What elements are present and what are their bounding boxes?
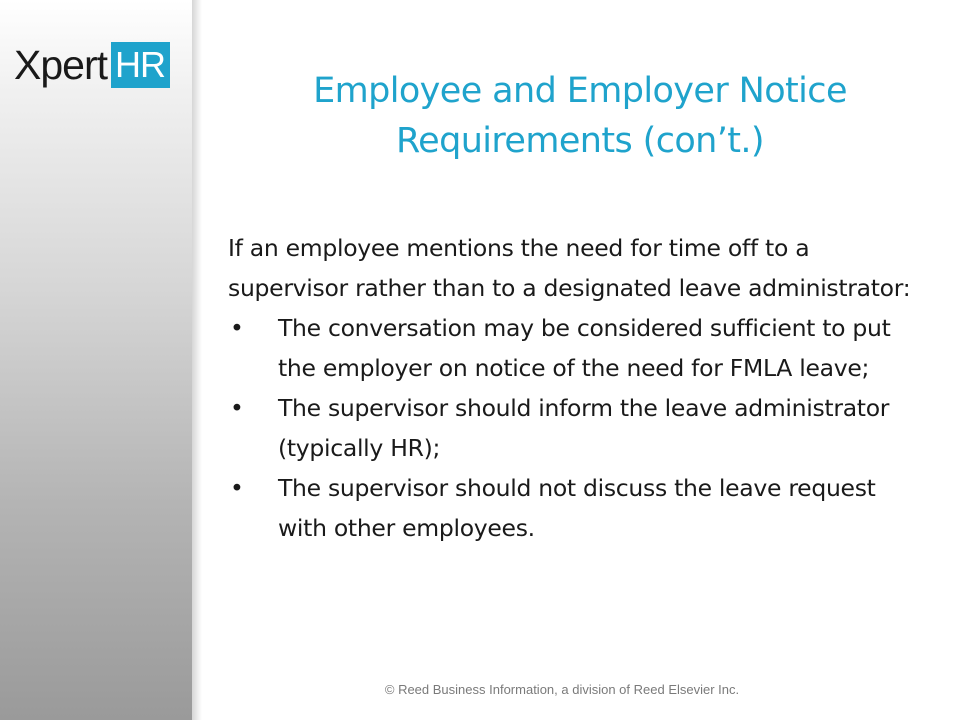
- bullet-dot-icon: •: [230, 314, 244, 342]
- bullet-text: The conversation may be considered sufficient to put the employer on notice of the need for FMLA leave;: [278, 314, 891, 382]
- logo-hr-box: HR: [111, 42, 170, 88]
- xperthr-logo: [14, 42, 170, 88]
- bullet-item: [228, 308, 918, 388]
- slide-title-line1: Employee and Employer Notice: [313, 71, 847, 111]
- side-band: [0, 0, 192, 720]
- bullet-item: [228, 388, 918, 468]
- bullet-text: The supervisor should inform the leave administrator (typically HR);: [278, 394, 890, 462]
- bullet-dot-icon: •: [230, 394, 244, 422]
- bullet-list: [228, 308, 918, 548]
- slide-title-line2: Requirements (con’t.): [396, 121, 764, 161]
- slide-body: [228, 228, 918, 548]
- slide-title: [220, 66, 940, 166]
- bullet-dot-icon: •: [230, 474, 244, 502]
- intro-paragraph: If an employee mentions the need for time off to a supervisor rather than to a designated leave administrator:: [228, 234, 911, 302]
- bullet-item: [228, 468, 918, 548]
- bullet-text: The supervisor should not discuss the leave request with other employees.: [278, 474, 876, 542]
- copyright-footer: © Reed Business Information, a division of Reed Elsevier Inc.: [384, 682, 740, 697]
- logo-xpert-text: Xpert: [14, 42, 107, 88]
